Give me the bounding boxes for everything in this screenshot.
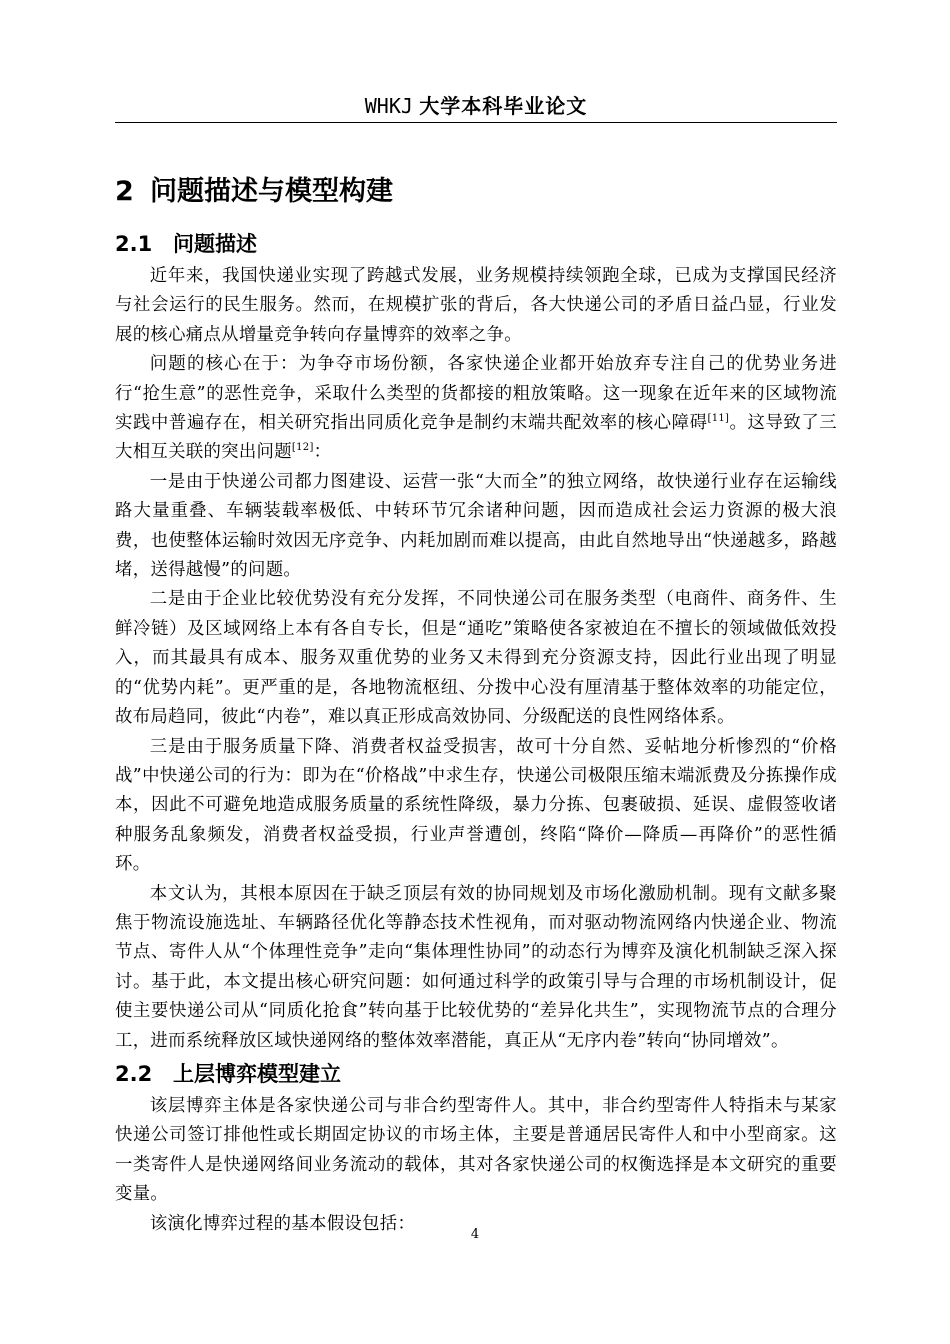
- paragraph-text: 。这导致了三大相互关联的突出问题: [115, 413, 837, 463]
- paragraph: 三是由于服务质量下降、消费者权益受损害，故可十分自然、妥帖地分析惨烈的“价格战”中快递公司的行为：即为在“价格战”中求生存，快递公司极限压缩末端派费及分拣操作成本，因此不可避免地造成服务质量的系统性降级，暴力分拣、包裹破损、延误、虚假签收诸种服务乱象频发，消费者权益受损，行业声誉遭创，终陷“降价—降质—再降价”的恶性循环。: [115, 736, 837, 875]
- citation-ref: [12]: [291, 442, 314, 454]
- paragraph: 一是由于快递公司都力图建设、运营一张“大而全”的独立网络，故快递行业存在运输线路大量重叠、车辆装载率极低、中转环节冗余诸种问题，因而造成社会运力资源的极大浪费，也使整体运输时效因无序竞争、内耗加剧而难以提高，由此自然地导出“快递越多，路越堵，送得越慢”的问题。: [115, 471, 837, 581]
- page-header: [115, 92, 837, 123]
- paragraph: 该层博弈主体是各家快递公司与非合约型寄件人。其中，非合约型寄件人特指未与某家快递公司签订排他性或长期固定协议的市场主体，主要是普通居民寄件人和中小型商家。这一类寄件人是快递网络间业务流动的载体，其对各家快递公司的权衡选择是本文研究的重要变量。: [115, 1095, 837, 1205]
- chapter-heading: [115, 172, 837, 212]
- paragraph: [115, 350, 837, 468]
- chapter-title: 问题描述与模型构建: [150, 176, 393, 207]
- section-heading-2-1: [115, 226, 837, 262]
- page-number: 4: [470, 1227, 480, 1242]
- section-heading-2-2: [115, 1056, 837, 1092]
- page-body: [115, 172, 837, 1239]
- section-number: 2.2: [115, 1061, 153, 1086]
- section-title: 问题描述: [173, 232, 257, 256]
- header-title: 大学本科毕业论文: [419, 94, 588, 118]
- header-abbrev: WHKJ: [364, 94, 413, 118]
- paragraph: 二是由于企业比较优势没有充分发挥，不同快递公司在服务类型（电商件、商务件、生鲜冷链）及区域网络上本有各自专长，但是“通吃”策略使各家被迫在不擅长的领域做低效投入，而其最具有成本、服务双重优势的业务又未得到充分资源支持，因此行业出现了明显的“优势内耗”。更严重的是，各地物流枢纽、分拨中心没有厘清基于整体效率的功能定位，故布局趋同，彼此“内卷”，难以真正形成高效协同、分级配送的良性网络体系。: [115, 589, 837, 728]
- section-number: 2.1: [115, 232, 153, 256]
- chapter-number: 2: [115, 176, 134, 207]
- paragraph-text: ：: [313, 442, 332, 463]
- paragraph: 近年来，我国快递业实现了跨越式发展，业务规模持续领跑全球，已成为支撑国民经济与社会运行的民生服务。然而，在规模扩张的背后，各大快递公司的矛盾日益凸显，行业发展的核心痛点从增量竞争转向存量博弈的效率之争。: [115, 266, 837, 345]
- citation-ref: [11]: [707, 413, 730, 425]
- paragraph: 本文认为，其根本原因在于缺乏顶层有效的协同规划及市场化激励机制。现有文献多聚焦于物流设施选址、车辆路径优化等静态技术性视角，而对驱动物流网络内快递企业、物流节点、寄件人从“个体理性竞争”走向“集体理性协同”的动态行为博弈及演化机制缺乏深入探讨。基于此，本文提出核心研究问题：如何通过科学的政策引导与合理的市场机制设计，促使主要快递公司从“同质化抢食”转向基于比较优势的“差异化共生”，实现物流节点的合理分工，进而系统释放区域快递网络的整体效率潜能，真正从“无序内卷”转向“协同增效”。: [115, 883, 837, 1051]
- paragraph: 该演化博弈过程的基本假设包括：: [149, 1213, 416, 1234]
- paragraph-text: 问题的核心在于：为争夺市场份额，各家快递企业都开始放弃专注自己的优势业务进行“抢生意”的恶性竞争，采取什么类型的货都接的粗放策略。这一现象在近年来的区域物流实践中普遍存在，相关研究指出同质化竞争是制约末端共配效率的核心障碍: [115, 354, 837, 434]
- section-title: 上层博弈模型建立: [173, 1061, 341, 1086]
